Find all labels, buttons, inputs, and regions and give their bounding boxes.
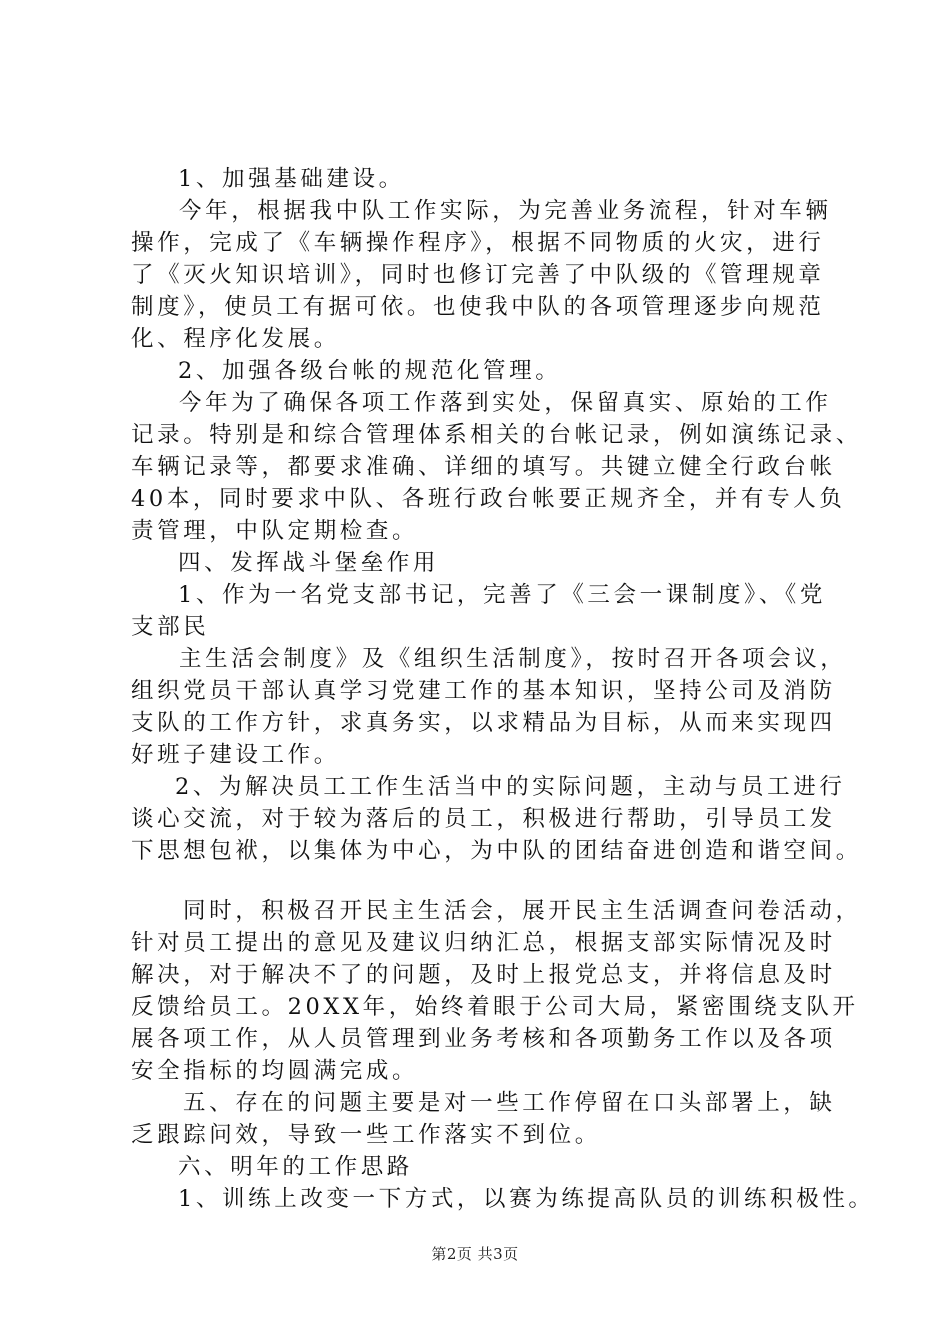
paragraph-line: 展各项工作，从人员管理到业务考核和各项勤务工作以及各项 — [131, 1026, 836, 1052]
paragraph-line: 制度》，使员工有据可依。也使我中队的各项管理逐步向规范 — [131, 294, 825, 320]
paragraph-line: 今年为了确保各项工作落到实处，保留真实、原始的工作 — [179, 390, 832, 416]
page-number-footer: 第2页 共3页 — [431, 1245, 519, 1263]
paragraph-line: 记录。特别是和综合管理体系相关的台帐记录，例如演练记录、 — [131, 422, 862, 448]
paragraph-line: 车辆记录等，都要求准确、详细的填写。共键立健全行政台帐 — [131, 454, 836, 480]
paragraph-line: 反馈给员工。20XX年，始终着眼于公司大局，紧密围绕支队开 — [131, 994, 859, 1020]
section-heading: 四、发挥战斗堡垒作用 — [178, 550, 440, 576]
paragraph-line: 1、作为一名党支部书记，完善了《三会一课制度》、《党 — [178, 582, 826, 608]
paragraph-line: 2、为解决员工工作生活当中的实际问题，主动与员工进行 — [175, 774, 846, 800]
paragraph-heading: 2、加强各级台帐的规范化管理。 — [178, 358, 562, 384]
paragraph-heading: 1、加强基础建设。 — [178, 166, 405, 192]
paragraph-line: 针对员工提出的意见及建议归纳汇总，根据支部实际情况及时 — [131, 930, 836, 956]
paragraph-line: 化、程序化发展。 — [131, 326, 340, 352]
paragraph-line: 了《灭火知识培训》，同时也修订完善了中队级的《管理规章 — [131, 262, 825, 288]
paragraph-line: 乏跟踪问效，导致一些工作落实不到位。 — [131, 1122, 601, 1148]
paragraph-line: 支队的工作方针，求真务实，以求精品为目标，从而来实现四 — [131, 710, 836, 736]
paragraph-line: 同时，积极召开民主生活会，展开民主生活调查问卷活动， — [183, 898, 862, 924]
paragraph-line: 组织党员干部认真学习党建工作的基本知识，坚持公司及消防 — [131, 678, 836, 704]
paragraph-line: 1、训练上改变一下方式，以赛为练提高队员的训练积极性。 — [178, 1186, 875, 1212]
paragraph-line: 好班子建设工作。 — [131, 742, 340, 768]
section-heading: 五、存在的问题主要是对一些工作停留在口头部署上，缺 — [183, 1090, 836, 1116]
paragraph-gap — [131, 867, 841, 895]
paragraph-line: 解决，对于解决不了的问题，及时上报党总支，并将信息及时 — [131, 962, 836, 988]
section-heading: 六、明年的工作思路 — [178, 1154, 413, 1180]
paragraph-line: 下思想包袱，以集体为中心，为中队的团结奋进创造和谐空间。 — [131, 838, 862, 864]
paragraph-line: 支部民 — [131, 614, 210, 640]
paragraph-line: 操作，完成了《车辆操作程序》，根据不同物质的火灾，进行 — [131, 230, 825, 256]
paragraph-line: 今年，根据我中队工作实际，为完善业务流程，针对车辆 — [179, 198, 832, 224]
paragraph-line: 安全指标的均圆满完成。 — [131, 1058, 419, 1084]
paragraph-line: 责管理，中队定期检查。 — [131, 518, 419, 544]
document-body — [131, 163, 875, 1215]
paragraph-line: 40本，同时要求中队、各班行政台帐要正规齐全，并有专人负 — [131, 486, 846, 512]
paragraph-line: 谈心交流，对于较为落后的员工，积极进行帮助，引导员工发 — [131, 806, 836, 832]
paragraph-line: 主生活会制度》及《组织生活制度》，按时召开各项会议， — [179, 646, 847, 672]
